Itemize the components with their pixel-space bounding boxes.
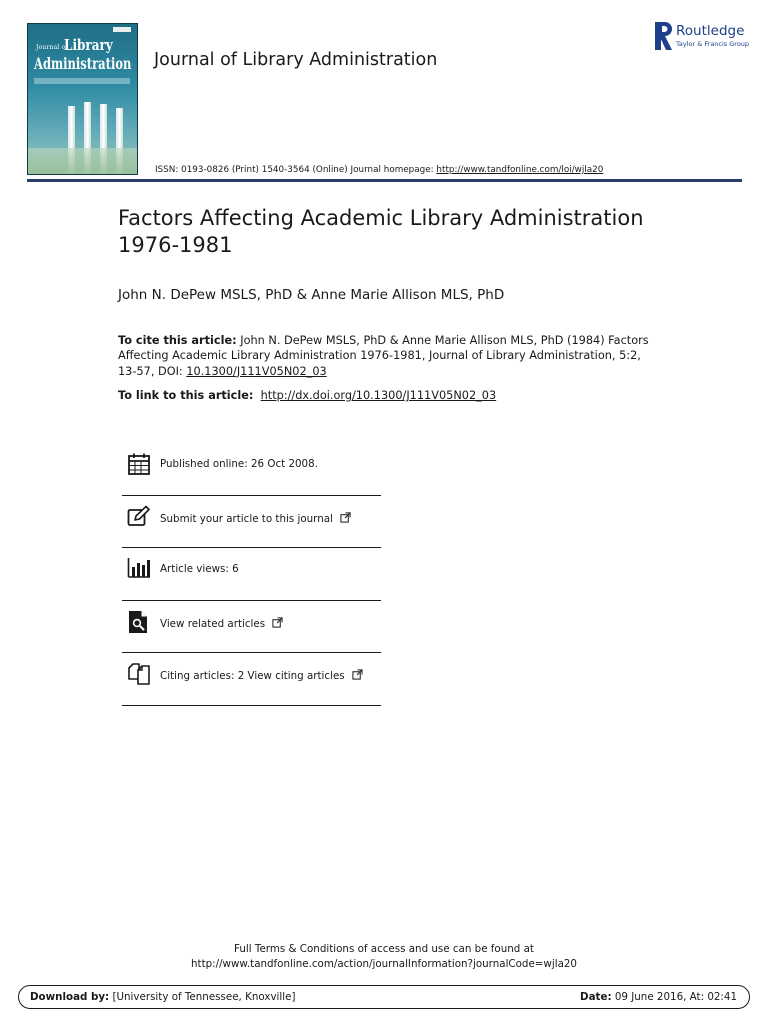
- external-link-icon: [272, 617, 283, 628]
- article-doi-link[interactable]: http://dx.doi.org/10.1300/J111V05N02_03: [260, 389, 497, 402]
- terms-line-1: Full Terms & Conditions of access and use can be found at: [234, 943, 534, 955]
- related-articles-row[interactable]: [122, 601, 381, 654]
- submit-article-text: Submit your article to this journal: [160, 512, 333, 525]
- routledge-logo[interactable]: [655, 22, 755, 52]
- cover-text-library: Library: [64, 36, 113, 54]
- document-search-icon: [127, 610, 151, 634]
- cite-label: To cite this article:: [118, 334, 237, 347]
- cover-strip: [34, 78, 130, 84]
- submit-article-row[interactable]: [122, 496, 381, 549]
- citing-articles-link[interactable]: [160, 669, 363, 682]
- bar-chart-icon: [127, 556, 151, 580]
- article-title: Factors Affecting Academic Library Administration 1976-1981: [118, 206, 644, 257]
- download-by: [30, 991, 295, 1003]
- submit-article-link[interactable]: [160, 512, 351, 525]
- cover-ground: [28, 148, 137, 174]
- citing-articles-text: Citing articles: 2 View citing articles: [160, 670, 345, 683]
- link-label: To link to this article:: [118, 389, 254, 402]
- external-link-icon: [340, 512, 351, 523]
- published-online-row: [122, 443, 381, 496]
- edit-icon: [127, 505, 151, 529]
- cover-text-journal-of: Journal of: [36, 44, 68, 51]
- journal-cover-image: [27, 23, 138, 175]
- publisher-tagline: Taylor & Francis Group: [676, 40, 750, 48]
- date-value: 09 June 2016, At: 02:41: [611, 991, 737, 1003]
- terms-notice: [0, 942, 768, 972]
- cover-volume-box: [113, 27, 131, 32]
- article-link-block: [118, 389, 496, 402]
- related-articles-link[interactable]: [160, 617, 283, 630]
- copy-documents-icon: [127, 662, 151, 686]
- download-date: [580, 991, 737, 1003]
- publisher-name: Routledge: [676, 23, 745, 39]
- article-views-text: Article views: 6: [160, 563, 239, 576]
- issn-text: ISSN: 0193-0826 (Print) 1540-3564 (Online) Journal homepage:: [155, 165, 437, 175]
- article-views-row: [122, 548, 381, 601]
- external-link-icon: [352, 669, 363, 680]
- terms-url[interactable]: http://www.tandfonline.com/action/journalInformation?journalCode=wjla20: [191, 958, 577, 970]
- journal-homepage-link[interactable]: http://www.tandfonline.com/loi/wjla20: [436, 165, 604, 175]
- article-authors: John N. DePew MSLS, PhD & Anne Marie Allison MLS, PhD: [118, 287, 505, 303]
- routledge-r-icon: [655, 22, 672, 50]
- header-divider: [27, 179, 742, 182]
- citation-block: [118, 333, 658, 379]
- cite-text: John N. DePew MSLS, PhD & Anne Marie Allison MLS, PhD (1984) Factors Affecting Academic Library Administration 1976-1981, Journal of Library Administration, 5:2, 13-57, DOI:: [118, 334, 649, 378]
- related-articles-text: View related articles: [160, 617, 266, 630]
- issn-line: [155, 165, 603, 175]
- published-online-text: Published online: 26 Oct 2008.: [160, 458, 318, 470]
- article-info-list: [122, 443, 381, 706]
- download-label: Download by:: [30, 991, 110, 1003]
- date-label: Date:: [580, 991, 612, 1003]
- cite-doi-link[interactable]: 10.1300/J111V05N02_03: [186, 364, 327, 378]
- journal-title[interactable]: Journal of Library Administration: [154, 50, 438, 70]
- download-info-bar: [18, 985, 750, 1009]
- calendar-icon: [127, 452, 151, 476]
- download-institution: [University of Tennessee, Knoxville]: [109, 991, 296, 1003]
- cover-text-administration: Administration: [34, 54, 132, 73]
- citing-articles-row[interactable]: [122, 653, 381, 706]
